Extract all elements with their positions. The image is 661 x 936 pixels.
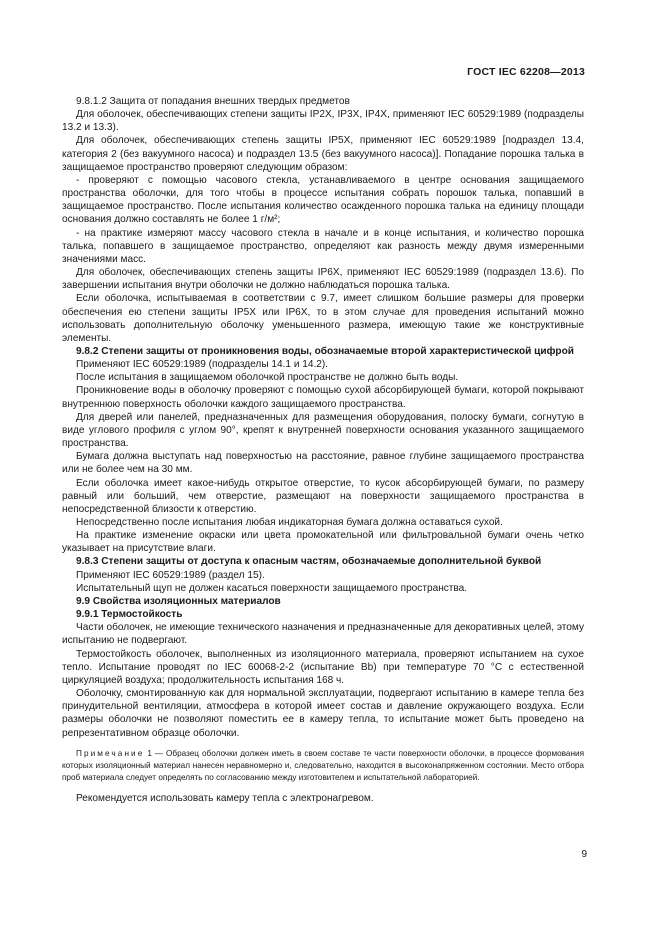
paragraph: На практике изменение окраски или цвета промокательной или фильтровальной бумаги очень четко указывает на присутствие влаги. <box>62 530 584 555</box>
page-body <box>62 95 584 805</box>
closing-paragraph: Рекомендуется использовать камеру тепла с электронагревом. <box>76 793 374 805</box>
paragraph: Применяют IEC 60529:1989 (подразделы 14.1 и 14.2). <box>76 359 329 371</box>
paragraph: Если оболочка имеет какое-нибудь открытое отверстие, то кусок абсорбирующей бумаги, по размеру равный или больший, чем отверстие, размещают на поверхности защищаемого пространства в непосредственной близости к отверстию. <box>62 477 584 515</box>
note-text: 1 — Образец оболочки должен иметь в своем составе те части поверхности оболочки, в процессе формования которых изоляционный материал нанесен неравномерно и, следовательно, находится в высоконапряженном состоянии. Место отбора проб материала следует определять по согласованию между изготовителем и испытательной лабораторией. <box>62 748 585 783</box>
list-item: - проверяют с помощью часового стекла, устанавливаемого в центре основания защищаемого пространства оболочки, для того чтобы в процессе испытания собрать порошок талька, попавший в защищаемое пространство. После испытания количество осажденного порошка талька на единицу площади основания должно составлять не более 1 г/м²; <box>62 174 584 226</box>
paragraph: Для оболочек, обеспечивающих степени защиты IP2X, IP3X, IP4X, применяют IEC 60529:1989 (подразделы 13.2 и 13.3). <box>62 109 584 134</box>
section-heading-9-8-3: 9.8.3 Степени защиты от доступа к опасным частям, обозначаемые дополнительной буквой <box>76 556 542 568</box>
standard-designation: ГОСТ IEC 62208—2013 <box>467 66 585 78</box>
note <box>62 748 584 785</box>
paragraph: После испытания в защищаемом оболочкой пространстве не должно быть воды. <box>76 372 459 384</box>
list-item: - на практике измеряют массу часового стекла в начале и в конце испытания, и количество порошка талька, попавшего в защищаемое пространство, определяют как разность между двумя измеренными значениями масс. <box>62 227 584 265</box>
paragraph: Оболочку, смонтированную как для нормальной эксплуатации, подвергают испытанию в камере тепла без принудительной вентиляции, атмосфера в которой имеет состав и давление окружающего воздуха. Если размеры оболочки не позволяют поместить ее в камеру тепла, то испытание может быть проведено на репрезентативном образце оболочки. <box>62 688 584 739</box>
paragraph: Проникновение воды в оболочку проверяют с помощью сухой абсорбирующей бумаги, которой покрывают внутреннюю поверхность оболочки каждого защищаемого пространства. <box>62 385 584 410</box>
paragraph: Для оболочек, обеспечивающих степень защиты IP6X, применяют IEC 60529:1989 (подраздел 13.6). По завершении испытания внутри оболочки не должно наблюдаться порошка талька. <box>62 267 584 292</box>
paragraph: Для дверей или панелей, предназначенных для размещения оборудования, полоску бумаги, согнутую в виде углового профиля с углом 90°, крепят к внутренней поверхности основания указанного защищаемого пространства. <box>62 411 584 450</box>
paragraph: Если оболочка, испытываемая в соответствии с 9.7, имеет слишком большие размеры для проверки обеспечения ею степени защиты IP5X или IP6X, то в этом случае для проведения испытаний можно использовать дополнительную оболочку уменьшенного размера, имеющую такие же конструктивные элементы. <box>62 293 584 344</box>
paragraph: Испытательный щуп не должен касаться поверхности защищаемого пространства. <box>76 582 468 594</box>
paragraph: Термостойкость оболочек, выполненных из изоляционного материала, проверяют испытанием на сухое тепло. Испытание проводят по IEC 60068-2-2 (испытание Bb) при температуре 70 °С с естественной циркуляцией воздуха; продолжительность испытания 168 ч. <box>62 648 584 686</box>
note-label: Примечание <box>76 748 145 758</box>
section-heading-9-9: 9.9 Свойства изоляционных материалов <box>76 595 281 607</box>
paragraph: Непосредственно после испытания любая индикаторная бумага должна оставаться сухой. <box>76 517 503 528</box>
page-number: 9 <box>581 849 587 860</box>
section-heading-9-9-1: 9.9.1 Термостойкость <box>76 609 183 621</box>
paragraph: Применяют IEC 60529:1989 (раздел 15). <box>76 569 265 581</box>
section-heading-9-8-2: 9.8.2 Степени защиты от проникновения воды, обозначаемые второй характеристической цифрой <box>76 345 574 357</box>
paragraph: Части оболочек, не имеющие технического назначения и предназначенные для декоративных целей, этому испытанию не подвергают. <box>62 622 584 647</box>
paragraph: Бумага должна выступать над поверхностью на расстояние, равное глубине защищаемого пространства или не более чем на 30 мм. <box>62 451 584 476</box>
section-heading-9-8-1-2: 9.8.1.2 Защита от попадания внешних твердых предметов <box>76 96 350 107</box>
paragraph: Для оболочек, обеспечивающих степень защиты IP5X, применяют IEC 60529:1989 [подраздел 13.4, категория 2 (без вакуумного насоса) и подраздел 13.5 (без вакуумного насоса)]. Попадание порошка талька в защищаемое пространство проверяют следующим образом: <box>62 135 584 173</box>
